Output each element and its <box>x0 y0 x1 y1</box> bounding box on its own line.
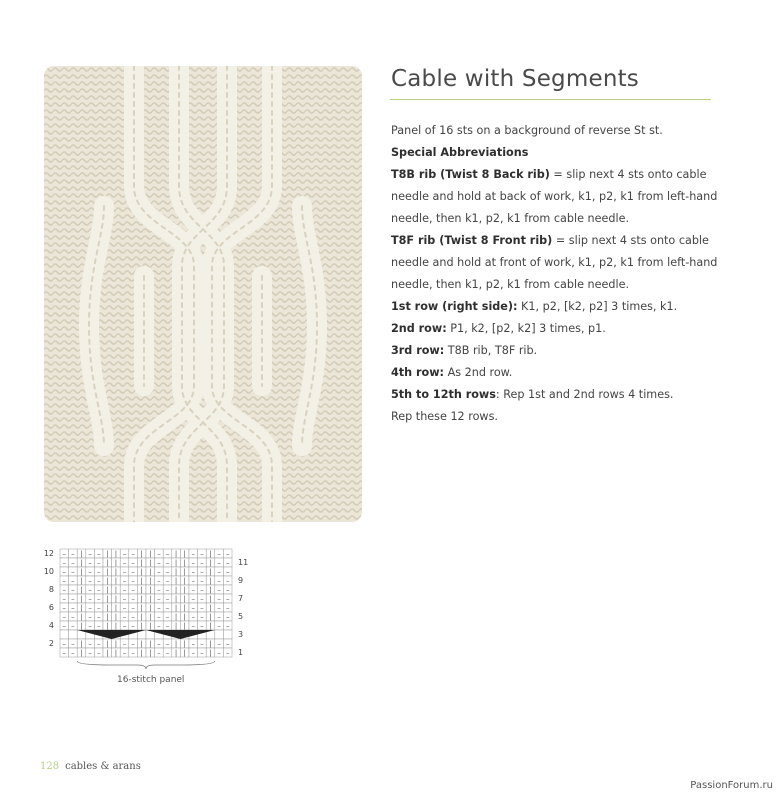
chart-symbol: | <box>174 604 178 613</box>
chart-symbol: – <box>217 595 221 604</box>
chart-symbol: – <box>122 586 127 595</box>
chart-symbol: – <box>96 577 101 586</box>
row-text: K1, p2, [k2, p2] 3 times, k1. <box>517 300 678 313</box>
chart-symbol: – <box>71 550 75 559</box>
knitting-chart <box>34 545 264 695</box>
chart-symbol: | <box>140 613 143 622</box>
panel-bracket <box>77 661 215 669</box>
chart-symbol: – <box>200 604 204 613</box>
chart-row-label: 8 <box>48 585 54 595</box>
chart-symbol: | <box>174 559 178 568</box>
chart-symbol: | <box>209 550 212 559</box>
chart-symbol: | <box>106 559 109 568</box>
chart-symbol: | <box>174 640 178 649</box>
chart-symbol: – <box>131 550 135 559</box>
chart-symbol: – <box>96 649 101 658</box>
chart-symbol: – <box>191 613 196 622</box>
t8b-text: = slip next 4 sts onto cable needle and hold at back of work, k1, p2, k1 from left-hand needle, then k1, p2, k1 from cable needle. <box>391 168 718 225</box>
t8b-definition <box>391 164 731 230</box>
chart-symbol: – <box>191 550 196 559</box>
chart-symbol: | <box>140 640 143 649</box>
chart-symbol: – <box>225 613 230 622</box>
chart-symbol: | <box>106 568 109 577</box>
row-instruction <box>391 362 731 384</box>
chart-symbol: | <box>114 586 118 595</box>
chart-symbol: – <box>88 640 92 649</box>
chart-symbol: – <box>191 586 196 595</box>
chart-symbol: | <box>140 586 143 595</box>
chart-symbol: | <box>209 595 212 604</box>
chart-symbol: – <box>88 577 92 586</box>
chart-grid <box>34 545 264 675</box>
chart-symbol: | <box>209 577 212 586</box>
chart-symbol: | <box>183 613 186 622</box>
chart-symbol: – <box>217 622 221 631</box>
chart-symbol: – <box>88 604 92 613</box>
chart-symbol: | <box>149 604 152 613</box>
chart-symbol: – <box>165 640 170 649</box>
chart-symbol: – <box>225 586 230 595</box>
chart-symbol: – <box>200 595 204 604</box>
chart-symbol: | <box>183 586 186 595</box>
chart-symbol: – <box>225 559 230 568</box>
chart-symbol: | <box>106 613 109 622</box>
chart-symbol: – <box>96 595 101 604</box>
chart-symbol: | <box>174 622 178 631</box>
section-name: cables & arans <box>65 761 141 772</box>
chart-symbol: | <box>209 622 212 631</box>
chart-symbol: – <box>157 649 161 658</box>
chart-symbol: | <box>149 559 152 568</box>
chart-row-label: 5 <box>238 612 244 622</box>
chart-symbol: | <box>149 640 152 649</box>
chart-row-label: 4 <box>48 621 54 631</box>
chart-symbol: – <box>71 613 75 622</box>
chart-symbol: – <box>200 613 204 622</box>
chart-symbol: | <box>140 604 143 613</box>
chart-symbol: | <box>114 649 118 658</box>
chart-symbol: – <box>200 568 204 577</box>
chart-symbol: – <box>131 640 135 649</box>
chart-row-label: 1 <box>238 648 244 658</box>
chart-symbol: – <box>88 559 92 568</box>
chart-symbol: | <box>114 640 118 649</box>
chart-symbol: | <box>209 649 212 658</box>
chart-symbol: | <box>174 586 178 595</box>
chart-row-label: 11 <box>238 558 249 568</box>
chart-symbol: – <box>71 640 75 649</box>
chart-symbol: – <box>122 613 127 622</box>
chart-symbol: – <box>122 604 127 613</box>
chart-symbol: | <box>114 622 118 631</box>
t8f-definition <box>391 230 731 296</box>
chart-symbol: | <box>106 622 109 631</box>
chart-symbol: | <box>183 577 186 586</box>
chart-symbol: | <box>80 622 83 631</box>
chart-symbol: – <box>217 559 221 568</box>
chart-symbol: | <box>114 559 118 568</box>
chart-symbol: – <box>225 649 230 658</box>
chart-symbol: – <box>122 559 127 568</box>
chart-symbol: | <box>183 640 186 649</box>
chart-symbol: – <box>122 649 127 658</box>
chart-symbol: | <box>209 586 212 595</box>
chart-symbol: | <box>183 559 186 568</box>
chart-symbol: – <box>131 595 135 604</box>
chart-symbol: – <box>157 622 161 631</box>
chart-symbol: | <box>149 586 152 595</box>
chart-symbol: | <box>80 577 83 586</box>
chart-symbol: | <box>183 604 186 613</box>
chart-symbol: – <box>217 550 221 559</box>
chart-symbol: – <box>88 568 92 577</box>
chart-symbol: | <box>106 649 109 658</box>
chart-symbol: – <box>200 577 204 586</box>
chart-symbol: – <box>200 586 204 595</box>
chart-symbol: | <box>80 649 83 658</box>
chart-symbol: – <box>165 550 170 559</box>
chart-symbol: | <box>183 568 186 577</box>
chart-symbol: – <box>96 622 101 631</box>
chart-symbol: | <box>106 640 109 649</box>
chart-symbol: – <box>165 622 170 631</box>
chart-symbol: | <box>140 559 143 568</box>
chart-symbol: | <box>149 595 152 604</box>
chart-symbol: | <box>209 604 212 613</box>
pattern-instructions <box>391 120 731 428</box>
row-label: 1st row (right side): <box>391 300 518 313</box>
chart-cell <box>69 630 78 639</box>
chart-symbol: | <box>174 568 178 577</box>
chart-symbol: – <box>217 640 221 649</box>
page-number: 128 <box>40 761 60 772</box>
chart-symbol: | <box>80 550 83 559</box>
page-title: Cable with Segments <box>391 66 639 92</box>
chart-symbol: – <box>131 622 135 631</box>
chart-symbol: | <box>149 649 152 658</box>
chart-symbol: – <box>157 640 161 649</box>
row-text: P1, k2, [p2, k2] 3 times, p1. <box>446 322 606 335</box>
chart-symbol: – <box>131 568 135 577</box>
chart-symbol: | <box>106 550 109 559</box>
chart-symbol: – <box>225 604 230 613</box>
chart-symbol: – <box>191 640 196 649</box>
row-instruction <box>391 340 731 362</box>
chart-symbol: | <box>174 577 178 586</box>
chart-symbol: | <box>209 613 212 622</box>
chart-symbol: – <box>165 559 170 568</box>
t8f-label: T8F rib (Twist 8 Front rib) <box>391 234 553 247</box>
row-label: 4th row: <box>391 366 445 379</box>
chart-symbol: | <box>174 595 178 604</box>
chart-symbol: – <box>225 577 230 586</box>
chart-symbol: – <box>71 649 75 658</box>
chart-symbol: – <box>131 577 135 586</box>
row-text: As 2nd row. <box>444 366 513 379</box>
chart-symbol: – <box>88 649 92 658</box>
chart-symbol: – <box>88 622 92 631</box>
chart-symbol: | <box>80 568 83 577</box>
chart-symbol: – <box>62 649 67 658</box>
intro-text: Panel of 16 sts on a background of reverse St st. <box>391 124 663 137</box>
chart-symbol: – <box>62 577 67 586</box>
chart-symbol: | <box>174 613 178 622</box>
chart-symbol: | <box>209 640 212 649</box>
chart-symbol: – <box>225 640 230 649</box>
chart-symbol: – <box>71 568 75 577</box>
chart-symbol: – <box>191 595 196 604</box>
chart-row-label: 3 <box>238 630 244 640</box>
chart-symbol: – <box>200 559 204 568</box>
chart-symbol: – <box>200 550 204 559</box>
chart-symbol: | <box>106 586 109 595</box>
chart-symbol: – <box>165 613 170 622</box>
chart-symbol: – <box>131 559 135 568</box>
chart-symbol: – <box>165 568 170 577</box>
chart-symbol: – <box>191 604 196 613</box>
swatch-photo <box>44 66 362 522</box>
chart-symbol: | <box>183 622 186 631</box>
chart-symbol: – <box>157 586 161 595</box>
chart-symbol: – <box>217 586 221 595</box>
chart-caption: 16-stitch panel <box>117 675 185 685</box>
chart-symbol: | <box>140 595 143 604</box>
chart-symbol: – <box>122 568 127 577</box>
chart-symbol: – <box>225 595 230 604</box>
chart-symbol: | <box>106 577 109 586</box>
chart-symbol: – <box>217 649 221 658</box>
chart-symbol: – <box>88 613 92 622</box>
knitted-cable-image <box>44 66 362 522</box>
chart-symbol: – <box>96 613 101 622</box>
chart-row-label: 10 <box>43 567 54 577</box>
chart-symbol: – <box>200 622 204 631</box>
chart-symbol: | <box>114 577 118 586</box>
chart-symbol: | <box>80 595 83 604</box>
chart-symbol: – <box>225 622 230 631</box>
chart-cell <box>223 630 232 639</box>
chart-symbol: – <box>88 550 92 559</box>
chart-symbol: – <box>131 604 135 613</box>
chart-symbol: | <box>174 649 178 658</box>
chart-symbol: – <box>62 568 67 577</box>
chart-symbol: | <box>114 604 118 613</box>
chart-symbol: – <box>96 559 101 568</box>
chart-row-label: 7 <box>238 594 244 604</box>
chart-symbol: | <box>183 595 186 604</box>
chart-symbol: | <box>149 568 152 577</box>
chart-symbol: | <box>80 604 83 613</box>
chart-symbol: – <box>131 586 135 595</box>
chart-cell <box>215 630 224 639</box>
chart-symbol: – <box>217 577 221 586</box>
chart-symbol: | <box>209 559 212 568</box>
chart-symbol: – <box>71 595 75 604</box>
chart-symbol: – <box>96 640 101 649</box>
chart-symbol: | <box>149 550 152 559</box>
chart-symbol: – <box>225 568 230 577</box>
chart-symbol: – <box>131 613 135 622</box>
chart-symbol: – <box>191 622 196 631</box>
row-text: : Rep 1st and 2nd rows 4 times. <box>495 388 674 401</box>
chart-symbol: – <box>71 622 75 631</box>
chart-symbol: – <box>165 586 170 595</box>
chart-symbol: | <box>183 550 186 559</box>
chart-symbol: – <box>62 622 67 631</box>
chart-symbol: – <box>191 568 196 577</box>
row-label: 5th to 12th rows <box>391 388 496 401</box>
chart-symbol: – <box>157 568 161 577</box>
chart-symbol: – <box>62 613 67 622</box>
chart-symbol: | <box>183 649 186 658</box>
chart-symbol: – <box>157 577 161 586</box>
chart-symbol: – <box>62 640 67 649</box>
chart-symbol: – <box>157 550 161 559</box>
chart-symbol: | <box>114 568 118 577</box>
chart-symbol: – <box>71 586 75 595</box>
chart-symbol: | <box>106 604 109 613</box>
chart-symbol: – <box>96 604 101 613</box>
chart-symbol: – <box>122 577 127 586</box>
chart-symbol: – <box>122 622 127 631</box>
chart-row-label: 2 <box>48 639 54 649</box>
chart-symbol: – <box>131 649 135 658</box>
special-abbreviations-heading: Special Abbreviations <box>391 146 529 159</box>
chart-symbol: | <box>174 550 178 559</box>
chart-symbol: – <box>62 550 67 559</box>
chart-symbol: – <box>96 550 101 559</box>
watermark: PassionForum.ru <box>690 780 773 791</box>
chart-symbol: – <box>165 577 170 586</box>
chart-symbol: – <box>62 559 67 568</box>
page-footer <box>40 761 141 772</box>
chart-symbol: | <box>114 550 118 559</box>
row-text: T8B rib, T8F rib. <box>444 344 538 357</box>
chart-symbol: – <box>200 640 204 649</box>
chart-symbol: | <box>80 640 83 649</box>
chart-symbol: | <box>140 568 143 577</box>
chart-row-label: 12 <box>43 549 54 559</box>
chart-symbol: – <box>225 550 230 559</box>
row-instruction <box>391 296 731 318</box>
chart-symbol: – <box>96 586 101 595</box>
chart-symbol: – <box>191 559 196 568</box>
chart-symbol: | <box>149 613 152 622</box>
chart-symbol: – <box>96 568 101 577</box>
chart-symbol: – <box>165 604 170 613</box>
chart-symbol: | <box>114 613 118 622</box>
chart-symbol: | <box>114 595 118 604</box>
chart-symbol: – <box>122 640 127 649</box>
chart-row-label: 9 <box>238 576 244 586</box>
row-instruction <box>391 318 731 340</box>
chart-symbol: – <box>122 595 127 604</box>
chart-symbol: – <box>165 595 170 604</box>
chart-symbol: | <box>209 568 212 577</box>
chart-symbol: | <box>140 622 143 631</box>
chart-symbol: – <box>62 586 67 595</box>
chart-symbol: – <box>165 649 170 658</box>
chart-symbol: – <box>217 568 221 577</box>
row-label: 2nd row: <box>391 322 447 335</box>
repeat-instruction: Rep these 12 rows. <box>391 410 498 423</box>
chart-symbol: – <box>62 595 67 604</box>
chart-symbol: | <box>140 577 143 586</box>
chart-symbol: – <box>71 577 75 586</box>
chart-symbol: – <box>122 550 127 559</box>
chart-symbol: | <box>140 550 143 559</box>
t8b-label: T8B rib (Twist 8 Back rib) <box>391 168 550 181</box>
chart-symbol: – <box>62 604 67 613</box>
chart-symbol: – <box>157 613 161 622</box>
chart-symbol: – <box>191 577 196 586</box>
t8f-text: = slip next 4 sts onto cable needle and hold at front of work, k1, p2, k1 from left-hand needle, then k1, p2, k1 from cable needle. <box>391 234 718 291</box>
chart-symbol: | <box>149 577 152 586</box>
chart-symbol: – <box>191 649 196 658</box>
chart-symbol: | <box>80 586 83 595</box>
chart-symbol: – <box>88 595 92 604</box>
chart-symbol: – <box>88 586 92 595</box>
row-label: 3rd row: <box>391 344 445 357</box>
row-instruction <box>391 384 731 406</box>
chart-symbol: – <box>71 559 75 568</box>
chart-symbol: – <box>157 604 161 613</box>
chart-symbol: – <box>71 604 75 613</box>
chart-symbol: – <box>217 613 221 622</box>
chart-symbol: | <box>106 595 109 604</box>
chart-symbol: | <box>149 622 152 631</box>
chart-symbol: | <box>80 613 83 622</box>
chart-symbol: – <box>157 559 161 568</box>
chart-cell <box>60 630 69 639</box>
chart-symbol: – <box>217 604 221 613</box>
chart-symbol: – <box>157 595 161 604</box>
chart-row-label: 6 <box>48 603 54 613</box>
chart-symbol: | <box>140 649 143 658</box>
chart-symbol: | <box>80 559 83 568</box>
title-divider <box>390 99 711 100</box>
chart-symbol: – <box>200 649 204 658</box>
